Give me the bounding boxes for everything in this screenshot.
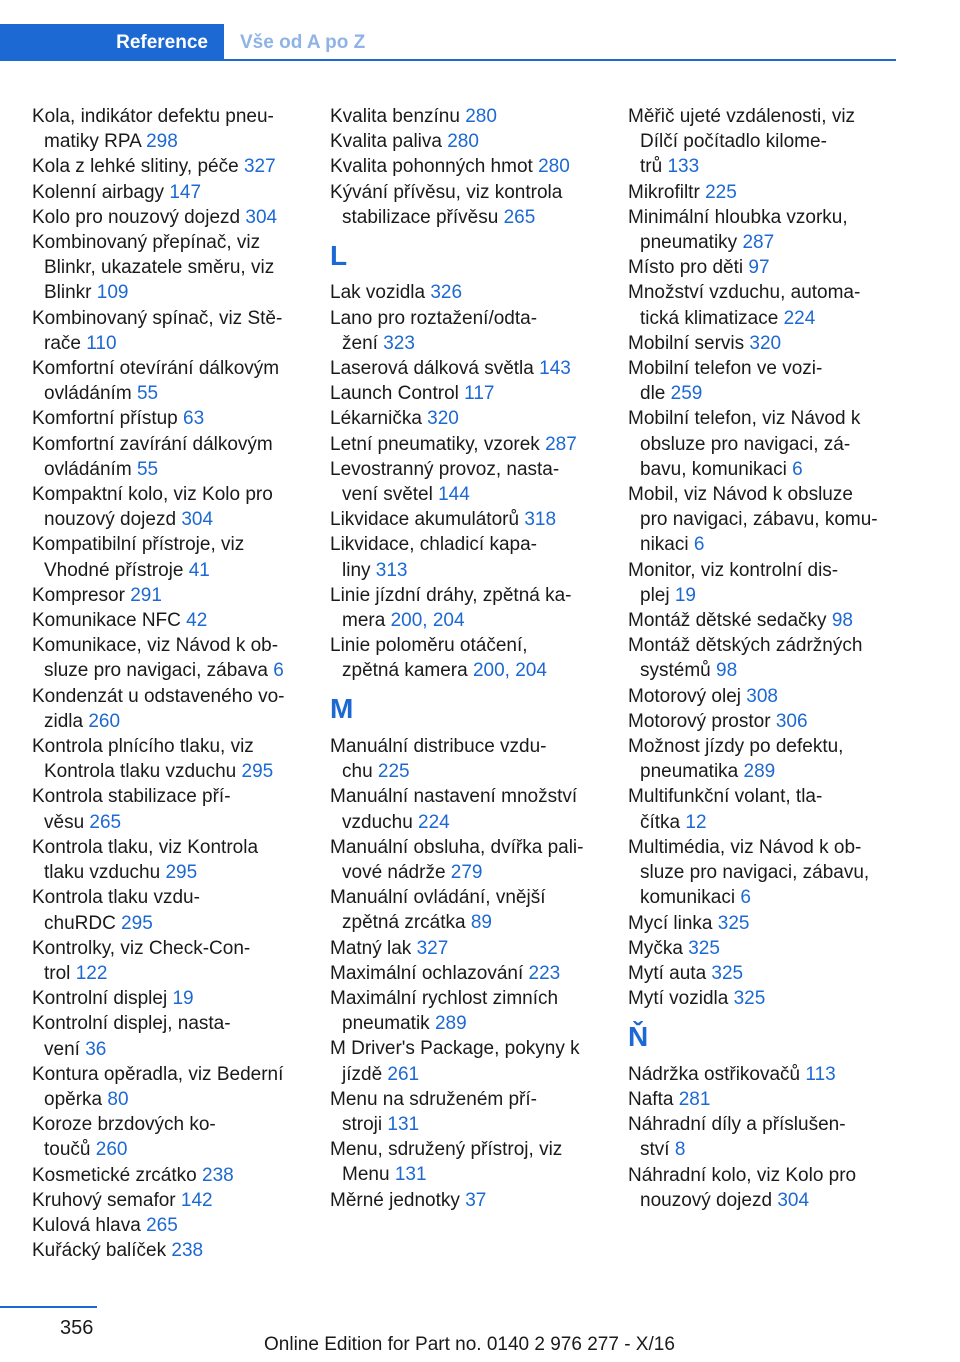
index-entry-text: systémů xyxy=(640,660,717,682)
index-entry-text: vové nádrže xyxy=(342,862,451,884)
index-entry-text: Měřič ujeté vzdálenosti, viz xyxy=(628,106,856,127)
page-reference-link[interactable]: 287 xyxy=(742,232,775,254)
index-entry-text: Kuřácký balíček xyxy=(32,1240,172,1262)
index-entry-text: Kontrola tlaku vzduchu xyxy=(44,761,242,783)
index-entry xyxy=(628,280,900,330)
page-reference-link[interactable]: 327 xyxy=(416,937,449,959)
index-entry-text: Kola z lehké slitiny, péče xyxy=(32,156,244,178)
index-entry-text: toučů xyxy=(44,1139,96,1161)
index-entry-text: sluze pro navigaci, zábavu, xyxy=(640,862,870,884)
index-entry xyxy=(32,885,304,935)
index-entry xyxy=(628,986,900,1011)
index-entry-text: Možnost jízdy po defektu, xyxy=(628,736,844,758)
index-entry xyxy=(32,1062,304,1112)
index-entry-text: Lékarnička xyxy=(330,408,428,430)
index-column-1 xyxy=(32,104,304,1263)
index-entry-text: Komfortní zavírání dálkovým xyxy=(32,433,273,455)
index-entry xyxy=(330,734,602,784)
page-reference-link[interactable]: 265 xyxy=(503,206,536,228)
page-reference-link[interactable]: 265 xyxy=(89,811,122,833)
index-entry xyxy=(628,911,900,936)
index-entry xyxy=(628,633,900,683)
index-entry xyxy=(32,180,304,205)
index-entry xyxy=(330,532,602,582)
index-entry-text: nouzový dojezd xyxy=(44,509,182,531)
page-reference-link[interactable]: 238 xyxy=(202,1164,234,1186)
index-entry xyxy=(628,608,900,633)
index-entry-text: Kulová hlava xyxy=(32,1214,147,1236)
index-entry-text: Launch Control xyxy=(330,383,465,405)
index-entry-text: chuRDC xyxy=(44,912,122,934)
index-entry-text: Kontrola tlaku vzdu- xyxy=(32,887,200,909)
index-entry xyxy=(330,180,602,230)
index-entry xyxy=(330,154,602,179)
index-entry-text: žení xyxy=(342,332,384,354)
page-reference-link[interactable]: 225 xyxy=(705,181,737,203)
index-entry xyxy=(330,406,602,431)
index-entry-text: Koroze brzdových ko- xyxy=(32,1114,216,1136)
index-entry-text: Blinkr xyxy=(44,282,97,304)
index-entry xyxy=(628,356,900,406)
index-entry-text: M Driver's Package, pokyny k xyxy=(330,1038,580,1060)
index-entry xyxy=(628,709,900,734)
page-reference-link[interactable]: 325 xyxy=(733,988,766,1010)
page-reference-link[interactable]: 6 xyxy=(693,534,705,556)
page-reference-link[interactable]: 131 xyxy=(387,1114,420,1136)
index-entry-text: Kývání přívěsu, viz kontrola xyxy=(330,181,563,203)
index-entry xyxy=(330,986,602,1036)
index-entry-text: Montáž dětských zádržných xyxy=(628,635,863,657)
index-entry-text: Kola, indikátor defektu pneu- xyxy=(32,106,274,127)
index-entry-text: bavu, komunikaci xyxy=(640,458,793,480)
index-entry-text: věsu xyxy=(44,811,90,833)
page-reference-link[interactable]: 143 xyxy=(539,358,571,379)
index-entry xyxy=(628,205,900,255)
index-entry-text: Montáž dětské sedačky xyxy=(628,610,832,632)
index-entry-text: zpětná zrcátka xyxy=(342,912,471,934)
page-reference-link[interactable]: 89 xyxy=(470,912,492,934)
page-reference-link[interactable]: 279 xyxy=(450,862,483,884)
index-entry-text: Myčka xyxy=(628,937,689,959)
index-entry-text: Mobilní telefon ve vozi- xyxy=(628,358,823,380)
index-entry xyxy=(628,406,900,482)
index-entry xyxy=(32,1163,304,1188)
index-entry-text: Náhradní kolo, viz Kolo pro xyxy=(628,1164,857,1186)
index-entry-text: Kontrola plnícího tlaku, viz xyxy=(32,736,254,758)
page-reference-link[interactable]: 223 xyxy=(528,962,561,984)
page-reference-link[interactable]: 304 xyxy=(245,206,278,228)
index-entry-text: ovládáním xyxy=(44,383,137,405)
page-reference-link[interactable]: 280 xyxy=(447,131,479,153)
page-reference-link[interactable]: 260 xyxy=(95,1139,128,1161)
page-reference-link[interactable]: 325 xyxy=(688,937,720,959)
index-entry xyxy=(32,734,304,784)
page-reference-link[interactable]: 318 xyxy=(524,509,557,531)
index-entry-text: Linie poloměru otáčení, xyxy=(330,635,528,657)
page-reference-link[interactable]: 224 xyxy=(783,307,816,329)
index-entry-text: Letní pneumatiky, vzorek xyxy=(330,433,546,455)
index-entry-text: Mikrofiltr xyxy=(628,181,706,203)
page-reference-link[interactable]: 265 xyxy=(146,1214,178,1236)
page-reference-link[interactable]: 225 xyxy=(377,761,410,783)
index-entry-text: tlaku vzduchu xyxy=(44,862,166,884)
index-entry-text: Blinkr, ukazatele směru, viz xyxy=(44,257,275,279)
header-divider xyxy=(0,59,896,61)
index-letter-heading: Ň xyxy=(628,1020,649,1052)
index-entry-text: Multifunkční volant, tla- xyxy=(628,786,823,808)
index-entry-text: Minimální hloubka vzorku, xyxy=(628,206,848,228)
index-entry xyxy=(330,432,602,457)
index-entry-text: Kvalita paliva xyxy=(330,131,448,153)
index-entry xyxy=(32,205,304,230)
index-entry-text: liny xyxy=(342,559,376,581)
page-reference-link[interactable]: 144 xyxy=(438,484,470,506)
index-entry xyxy=(628,684,900,709)
page-reference-link[interactable]: 306 xyxy=(775,710,808,732)
index-entry-text: komunikaci xyxy=(640,887,741,909)
index-entry xyxy=(628,936,900,961)
index-entry xyxy=(628,734,900,784)
page-reference-link[interactable]: 280 xyxy=(465,106,497,127)
page-reference-link[interactable]: 12 xyxy=(685,811,707,833)
index-entry-text: Kolenní airbagy xyxy=(32,181,170,203)
index-entry-text: vení světel xyxy=(342,484,439,506)
page-reference-link[interactable]: 117 xyxy=(464,383,495,405)
index-entry-text: jízdě xyxy=(342,1063,388,1085)
index-entry xyxy=(628,180,900,205)
index-entry-text: Linie jízdní dráhy, zpětná ka- xyxy=(330,584,572,606)
page-reference-link[interactable]: 113 xyxy=(805,1063,836,1085)
index-entry-text: pneumatik xyxy=(342,1013,435,1035)
index-entry-text: Lak vozidla xyxy=(330,282,431,304)
index-entry-text: chu xyxy=(342,761,378,783)
page-reference-link[interactable]: 97 xyxy=(748,257,770,279)
index-entry-text: stroji xyxy=(342,1114,388,1136)
index-entry-text: Lano pro roztažení/odta- xyxy=(330,307,538,329)
index-entry-text: Manuální distribuce vzdu- xyxy=(330,736,547,758)
page-reference-link[interactable]: 325 xyxy=(717,912,750,934)
index-entry xyxy=(628,1087,900,1112)
index-entry xyxy=(32,406,304,431)
index-entry-text: Manuální nastavení množství xyxy=(330,786,578,808)
index-entry xyxy=(32,936,304,986)
page-reference-link[interactable]: 298 xyxy=(146,131,178,153)
page-reference-link[interactable]: 131 xyxy=(394,1164,427,1186)
page-reference-link[interactable]: 6 xyxy=(740,887,751,909)
index-entry-text: pneumatiky xyxy=(640,232,743,254)
page-reference-link[interactable]: 313 xyxy=(375,559,408,581)
index-entry-text: Množství vzduchu, automa- xyxy=(628,282,861,304)
page-reference-link[interactable]: 326 xyxy=(430,282,463,304)
index-entry-text: plej xyxy=(640,584,675,606)
index-entry xyxy=(32,154,304,179)
page-reference-link[interactable]: 109 xyxy=(96,282,129,304)
index-entry-text: vzduchu xyxy=(342,811,419,833)
index-entry-text: Laserová dálková světla xyxy=(330,358,540,379)
page-reference-link[interactable]: 55 xyxy=(136,458,159,480)
index-entry xyxy=(32,835,304,885)
page-reference-link[interactable]: 98 xyxy=(716,660,738,682)
index-entry-text: Kompaktní kolo, viz Kolo pro xyxy=(32,484,273,506)
index-entry-text: Menu, sdružený přístroj, viz xyxy=(330,1139,563,1161)
index-entry-text: Kvalita benzínu xyxy=(330,106,466,127)
tab-reference[interactable]: Reference xyxy=(0,24,224,61)
page-reference-link[interactable]: 41 xyxy=(188,559,210,581)
index-letter-heading: L xyxy=(330,239,348,271)
index-entry-text: Kontrola stabilizace pří- xyxy=(32,786,231,808)
index-entry xyxy=(32,104,304,154)
index-entry-text: Kompatibilní přístroje, viz xyxy=(32,534,245,556)
index-entry xyxy=(32,306,304,356)
page-reference-link[interactable]: 320 xyxy=(749,332,782,354)
page-reference-link[interactable]: 37 xyxy=(465,1189,487,1211)
index-entry-text: Mycí linka xyxy=(628,912,718,934)
index-entry-text: Kontura opěradla, viz Bederní xyxy=(32,1063,284,1085)
index-entry xyxy=(330,583,602,633)
index-entry xyxy=(330,885,602,935)
page-reference-link[interactable]: 80 xyxy=(107,1088,129,1110)
index-entry-text: stabilizace přívěsu xyxy=(342,206,504,228)
index-entry xyxy=(628,835,900,911)
index-entry xyxy=(628,255,900,280)
index-entry-text: Manuální obsluha, dvířka pali- xyxy=(330,836,584,858)
index-entry xyxy=(330,306,602,356)
page-reference-link[interactable]: 259 xyxy=(670,383,703,405)
index-entry-text: sluze pro navigaci, zábava xyxy=(44,660,274,682)
index-entry-text: Kontrolní displej xyxy=(32,988,173,1010)
index-entry-text: zpětná kamera xyxy=(342,660,473,682)
index-entry-text: Komunikace NFC xyxy=(32,610,187,632)
page-reference-link[interactable]: 142 xyxy=(180,1189,213,1211)
index-entry-text: Mytí vozidla xyxy=(628,988,734,1010)
page-reference-link[interactable]: 6 xyxy=(273,660,284,682)
index-entry-text: Kombinovaný přepínač, viz xyxy=(32,232,261,254)
page-reference-link[interactable]: 8 xyxy=(674,1139,686,1161)
index-entry-text: Nádržka ostřikovačů xyxy=(628,1063,806,1085)
index-entry-text: Kontrolky, viz Check-Con- xyxy=(32,937,251,959)
index-entry xyxy=(32,482,304,532)
page-reference-link[interactable]: 327 xyxy=(243,156,276,178)
page-reference-link[interactable]: 200, 204 xyxy=(390,610,465,632)
index-column-2 xyxy=(330,104,602,1213)
index-entry xyxy=(330,1137,602,1187)
index-entry-text: Komunikace, viz Návod k ob- xyxy=(32,635,279,657)
index-entry xyxy=(32,583,304,608)
index-entry-text: Menu xyxy=(342,1164,395,1186)
page-reference-link[interactable]: 325 xyxy=(711,962,744,984)
index-letter-heading: M xyxy=(330,693,354,725)
index-entry xyxy=(32,1213,304,1238)
index-entry-text: Komfortní otevírání dálkovým xyxy=(32,358,280,380)
page-reference-link[interactable]: 260 xyxy=(88,710,121,732)
index-entry-text: pro navigaci, zábavu, komu- xyxy=(640,509,878,531)
index-entry xyxy=(32,633,304,683)
page-reference-link[interactable]: 133 xyxy=(667,156,700,178)
index-entry-text: Místo pro děti xyxy=(628,257,749,279)
index-entry-text: Náhradní díly a příslušen- xyxy=(628,1114,846,1136)
index-entry-text: nouzový dojezd xyxy=(640,1189,778,1211)
page-reference-link[interactable]: 295 xyxy=(241,761,274,783)
index-entry xyxy=(628,1112,900,1162)
index-entry xyxy=(330,1087,602,1137)
index-entry xyxy=(32,356,304,406)
index-entry-text: Kruhový semafor xyxy=(32,1189,181,1211)
index-entry xyxy=(32,1188,304,1213)
page-reference-link[interactable]: 110 xyxy=(86,332,117,354)
index-entry-text: Kontrola tlaku, viz Kontrola xyxy=(32,836,259,858)
index-entry xyxy=(330,356,602,381)
index-entry xyxy=(330,633,602,683)
page-reference-link[interactable]: 281 xyxy=(678,1088,711,1110)
index-entry xyxy=(330,129,602,154)
index-entry-text: dle xyxy=(640,383,671,405)
index-entry xyxy=(628,784,900,834)
index-entry-text: tická klimatizace xyxy=(640,307,784,329)
index-entry-text: Komfortní přístup xyxy=(32,408,184,430)
index-entry-text: Kombinovaný spínač, viz Stě- xyxy=(32,307,283,329)
page-reference-link[interactable]: 19 xyxy=(172,988,194,1010)
page-reference-link[interactable]: 289 xyxy=(434,1013,467,1035)
index-entry-text: vení xyxy=(44,1038,86,1060)
index-entry-text: Maximální rychlost zimních xyxy=(330,988,559,1010)
page-reference-link[interactable]: 304 xyxy=(181,509,214,531)
index-column-3 xyxy=(628,104,900,1213)
index-entry-text: rače xyxy=(44,332,87,354)
index-entry-text: Levostranný provoz, nasta- xyxy=(330,458,560,480)
index-entry xyxy=(628,1062,900,1087)
index-entry xyxy=(330,507,602,532)
page-reference-link[interactable]: 261 xyxy=(387,1063,420,1085)
index-entry-text: ství xyxy=(640,1139,675,1161)
index-entry xyxy=(628,331,900,356)
index-entry xyxy=(32,1238,304,1263)
index-entry-text: Mobilní telefon, viz Návod k xyxy=(628,408,861,430)
index-entry-text: Kondenzát u odstaveného vo- xyxy=(32,685,285,707)
index-entry-text: Multimédia, viz Návod k ob- xyxy=(628,836,862,858)
index-entry-text: Měrné jednotky xyxy=(330,1189,466,1211)
index-entry-text: Kolo pro nouzový dojezd xyxy=(32,206,246,228)
index-entry-text: ovládáním xyxy=(44,458,137,480)
index-entry-text: trol xyxy=(44,962,76,984)
index-entry xyxy=(32,986,304,1011)
page-reference-link[interactable]: 122 xyxy=(75,962,108,984)
index-entry xyxy=(628,1163,900,1213)
index-entry-text: zidla xyxy=(44,710,89,732)
page-reference-link[interactable]: 289 xyxy=(743,761,776,783)
page-reference-link[interactable]: 291 xyxy=(130,584,162,606)
page-reference-link[interactable]: 280 xyxy=(538,156,570,178)
index-entry xyxy=(32,784,304,834)
index-entry xyxy=(330,381,602,406)
page-reference-link[interactable]: 323 xyxy=(383,332,415,354)
index-entry-text: Nafta xyxy=(628,1088,679,1110)
page-reference-link[interactable]: 295 xyxy=(121,912,153,934)
tab-a-to-z[interactable]: Vše od A po Z xyxy=(240,31,366,53)
index-entry xyxy=(32,1112,304,1162)
index-entry-text: pneumatika xyxy=(640,761,744,783)
index-entry-text: opěrka xyxy=(44,1088,108,1110)
index-entry-text: Mobilní servis xyxy=(628,332,750,354)
index-entry-text: Vhodné přístroje xyxy=(44,559,189,581)
index-entry-text: Matný lak xyxy=(330,937,417,959)
index-entry-text: čítka xyxy=(640,811,686,833)
page-reference-link[interactable]: 295 xyxy=(165,862,198,884)
page-reference-link[interactable]: 320 xyxy=(427,408,459,430)
footer-divider xyxy=(0,1306,97,1308)
index-entry xyxy=(330,280,602,305)
index-entry xyxy=(32,684,304,734)
index-entry xyxy=(628,558,900,608)
index-entry xyxy=(628,482,900,558)
index-entry xyxy=(330,1036,602,1086)
page-reference-link[interactable]: 6 xyxy=(792,458,803,480)
index-entry-text: Manuální ovládání, vnější xyxy=(330,887,546,909)
page-reference-link[interactable]: 304 xyxy=(777,1189,810,1211)
index-entry-text: Kontrolní displej, nasta- xyxy=(32,1013,231,1035)
index-entry-text: obsluze pro navigaci, zá- xyxy=(640,433,851,455)
index-entry xyxy=(330,835,602,885)
index-entry-text: Monitor, viz kontrolní dis- xyxy=(628,559,839,581)
index-entry xyxy=(330,1188,602,1213)
page-reference-link[interactable]: 36 xyxy=(85,1038,107,1060)
index-entry xyxy=(330,784,602,834)
index-entry-text: Motorový olej xyxy=(628,685,747,707)
index-entry-text: matiky RPA xyxy=(44,131,147,153)
index-entry xyxy=(330,457,602,507)
index-entry-text: nikaci xyxy=(640,534,694,556)
index-entry xyxy=(32,1011,304,1061)
index-entry-text: Mytí auta xyxy=(628,962,712,984)
page-reference-link[interactable]: 63 xyxy=(183,408,205,430)
index-entry-text: trů xyxy=(640,156,668,178)
page-reference-link[interactable]: 19 xyxy=(674,584,696,606)
index-entry xyxy=(32,608,304,633)
index-entry xyxy=(628,961,900,986)
page-reference-link[interactable]: 308 xyxy=(746,685,778,707)
page-number: 356 xyxy=(60,1317,94,1339)
index-entry-text: Dílčí počítadlo kilome- xyxy=(640,131,827,153)
index-entry-text: Kvalita pohonných hmot xyxy=(330,156,539,178)
page-reference-link[interactable]: 98 xyxy=(831,610,853,632)
index-entry xyxy=(330,961,602,986)
page-reference-link[interactable]: 42 xyxy=(186,610,208,632)
index-entry-text: Mobil, viz Návod k obsluze xyxy=(628,484,853,506)
page-reference-link[interactable]: 224 xyxy=(418,811,450,833)
page-reference-link[interactable]: 200, 204 xyxy=(472,660,547,682)
edition-text: Online Edition for Part no. 0140 2 976 277 - X/16 xyxy=(264,1334,675,1355)
page-reference-link[interactable]: 287 xyxy=(545,433,577,455)
index-entry-text: Menu na sdruženém pří- xyxy=(330,1088,537,1110)
index-entry xyxy=(32,432,304,482)
page-reference-link[interactable]: 147 xyxy=(169,181,202,203)
index-entry xyxy=(628,104,900,180)
page-reference-link[interactable]: 55 xyxy=(136,383,159,405)
index-entry-text: mera xyxy=(342,610,391,632)
index-entry xyxy=(330,104,602,129)
top-navigation-bar xyxy=(0,24,896,61)
index-entry xyxy=(32,532,304,582)
index-entry-text: Likvidace, chladicí kapa- xyxy=(330,534,537,556)
index-entry-text: Motorový prostor xyxy=(628,710,776,732)
index-entry xyxy=(330,936,602,961)
index-entry-text: Kosmetické zrcátko xyxy=(32,1164,202,1186)
page-reference-link[interactable]: 238 xyxy=(171,1240,204,1262)
index-entry xyxy=(32,230,304,306)
index-entry-text: Kompresor xyxy=(32,584,131,606)
index-entry-text: Likvidace akumulátorů xyxy=(330,509,525,531)
index-entry-text: Maximální ochlazování xyxy=(330,962,529,984)
